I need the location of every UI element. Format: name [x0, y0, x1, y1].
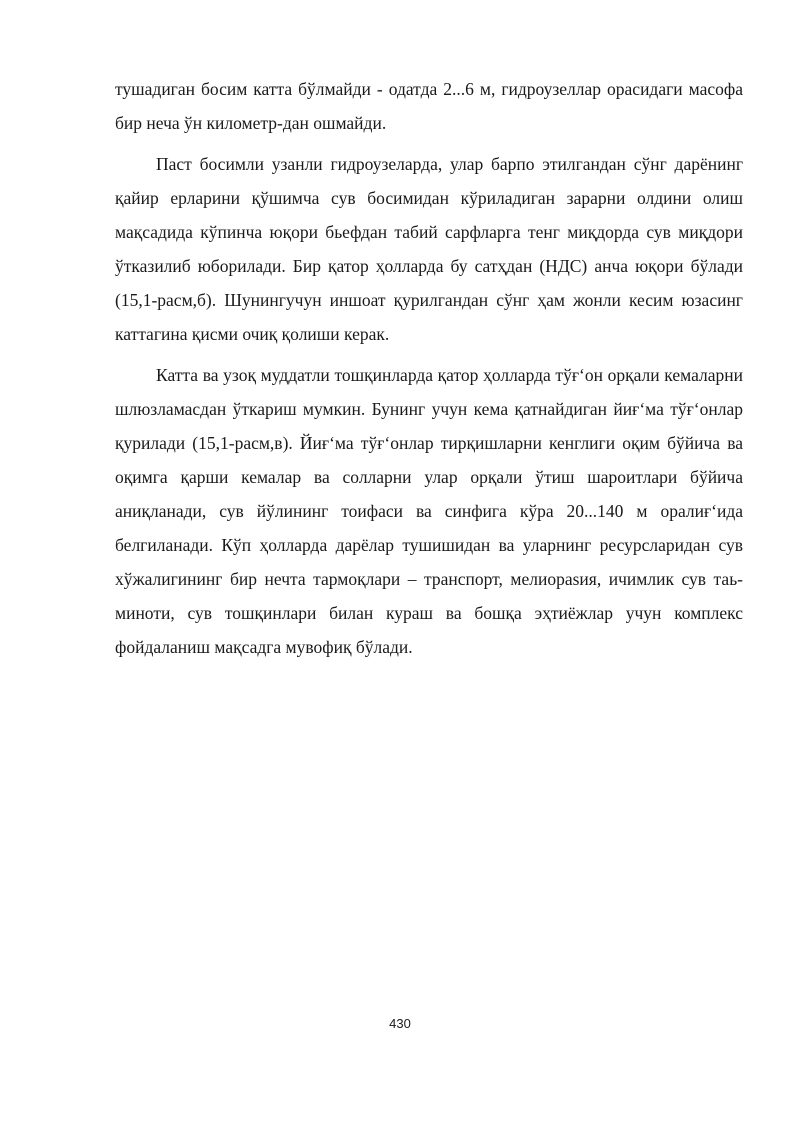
paragraph-continued: тушадиган босим катта бўлмайди - одатда 2...6 м, гидроузеллар орасидаги масофа бир неча ўн километр-дан ошмайди. — [115, 79, 743, 133]
body-text — [115, 72, 743, 671]
paragraph-low-pressure-hydro: Паст босимли узанли гидроузеларда, улар барпо этилгандан сўнг дарёнинг қайир ерларини қўшимча сув босимидан кўриладиган зарарни олдини олиш мақсадида кўпинча юқори бьефдан табий сарфларга тенг миқдорда сув миқдори ўтказилиб юборилади. Бир қатор ҳолларда бу сатҳдан (НДС) анча юқори бўлади (15,1-расм,б). Шунингучун иншоат қурилгандан сўнг ҳам жонли кесим юзасинг каттагина қисми очиқ қолиши керак. — [115, 154, 743, 344]
page-number: 430 — [389, 1016, 411, 1031]
paragraph-navigable-dams: Катта ва узоқ муддатли тошқинларда қатор ҳолларда тўғʻон орқали кемаларни шлюзламасдан ўткариш мумкин. Бунинг учун кема қатнайдиган йиғʻма тўғʻонлар қурилади (15,1-расм,в). Йиғʻма тўғʻонлар тирқишларни кенглиги оқим бўйича ва оқимга қарши кемалар ва солларни улар орқали ўтиш шароитлари бўйича аниқланади, сув йўлининг тоифаси ва синфига кўра 20...140 м оралиғʻида белгиланади. Кўп ҳолларда дарёлар тушишидан ва уларнинг ресурсларидан сув хўжалигининг бир нечта тармоқлари – транспорт, мелиораsия, ичимлик сув таь-миноти, сув тошқинлари билан кураш ва бошқа эҳтиёжлар учун комплекс фойдаланиш мақсадга мувофиқ бўлади. — [115, 365, 743, 657]
